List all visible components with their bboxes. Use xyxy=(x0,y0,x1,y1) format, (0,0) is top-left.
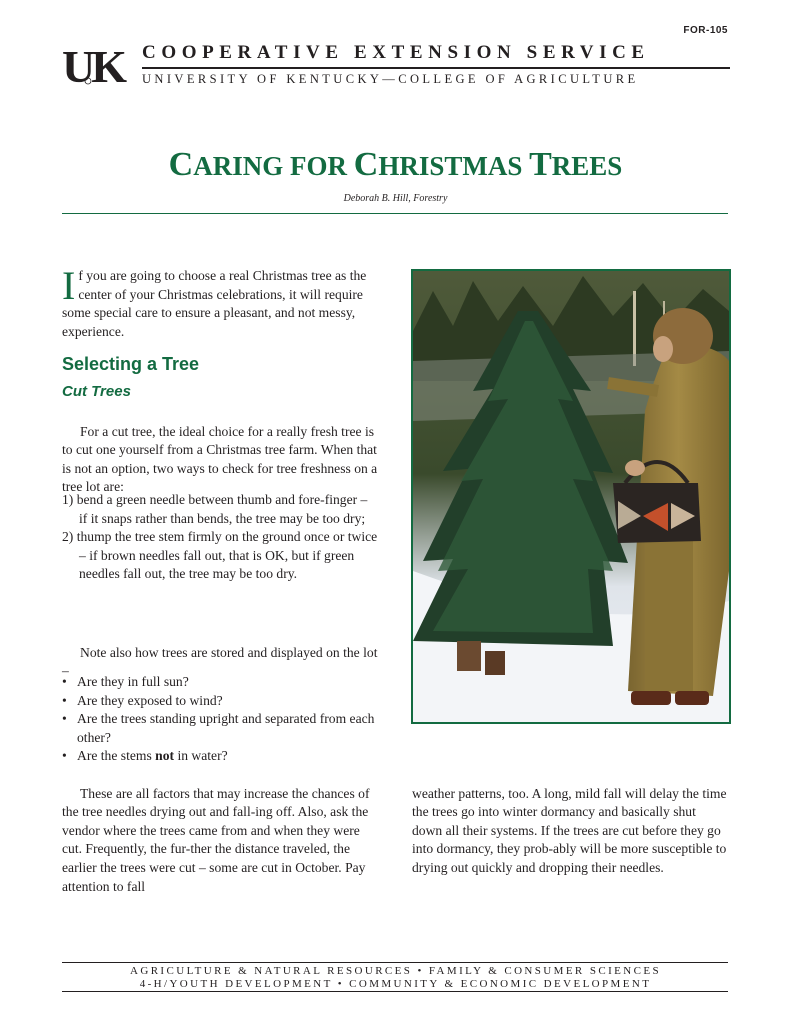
list-item: 2) thump the tree stem firmly on the ground once or twice – if brown needles fall out, that is OK, but if green needles fall out, the tree may be too dry. xyxy=(62,529,378,582)
bullet-item: • Are they in full sun? xyxy=(62,674,189,689)
title-rule xyxy=(62,213,728,214)
subsection-heading: Cut Trees xyxy=(62,383,131,400)
document-number: FOR-105 xyxy=(683,25,728,36)
paragraph-note: Note also how trees are stored and displayed on the lot – xyxy=(62,644,378,679)
bullet-item: • Are the trees standing upright and separated from each other? xyxy=(62,711,375,745)
logo-text: UK xyxy=(62,44,123,88)
page-title: CARING FOR CHRISTMAS TREES xyxy=(168,146,623,183)
drop-cap: I xyxy=(62,263,76,308)
header-rule xyxy=(142,67,730,69)
paragraph-cut-trees: For a cut tree, the ideal choice for a really fresh tree is to cut one yourself from a Christmas tree farm. When that is not an option, two ways to check for tree freshness on a tree lot are: xyxy=(62,423,378,495)
freshness-checks-list xyxy=(62,491,378,584)
paragraph-factors: These are all factors that may increase the chances of the tree needles drying out and fall-ing off. Also, ask the vendor where the trees came from and when they were cut. Frequently, the fur-ther the distance traveled, the earlier the trees were cut – some are cut in October. Pay attention to fall xyxy=(62,785,370,894)
bullet-item: • Are the stems not in water? xyxy=(62,748,228,764)
university-name: UNIVERSITY OF KENTUCKY—COLLEGE OF AGRICULTURE xyxy=(142,72,639,86)
intro-paragraph xyxy=(62,263,378,341)
intro-text: f you are going to choose a real Christmas tree as the center of your Christmas celebrations, it will require some special care to ensure a pleasant, and not messy, experience. xyxy=(62,268,367,339)
paragraph-weather: weather patterns, too. A long, mild fall will delay the time the trees go into winter dormancy and basically shut down all their systems. If the trees are cut before they go into dormancy, they prob-ably will be more susceptible to drying out quickly and dropping their needles. xyxy=(412,785,727,875)
list-item: 1) bend a green needle between thumb and fore-finger – if it snaps rather than bends, the tree may be too dry; xyxy=(62,492,368,526)
uk-logo xyxy=(62,44,134,88)
lot-questions-list xyxy=(62,673,378,766)
service-name: COOPERATIVE EXTENSION SERVICE xyxy=(142,42,650,63)
bullet-item: • Are they exposed to wind? xyxy=(62,692,223,708)
footer-rule-top xyxy=(62,962,728,963)
footer-rule-bottom xyxy=(62,991,728,992)
section-heading: Selecting a Tree xyxy=(62,354,200,374)
footer-line-2: 4-H/YOUTH DEVELOPMENT • COMMUNITY & ECONOMIC DEVELOPMENT xyxy=(139,978,652,990)
footer-line-1: AGRICULTURE & NATURAL RESOURCES • FAMILY & CONSUMER SCIENCES xyxy=(130,965,661,977)
author-line: Deborah B. Hill, Forestry xyxy=(343,193,448,204)
christmas-tree-photo xyxy=(411,269,731,724)
